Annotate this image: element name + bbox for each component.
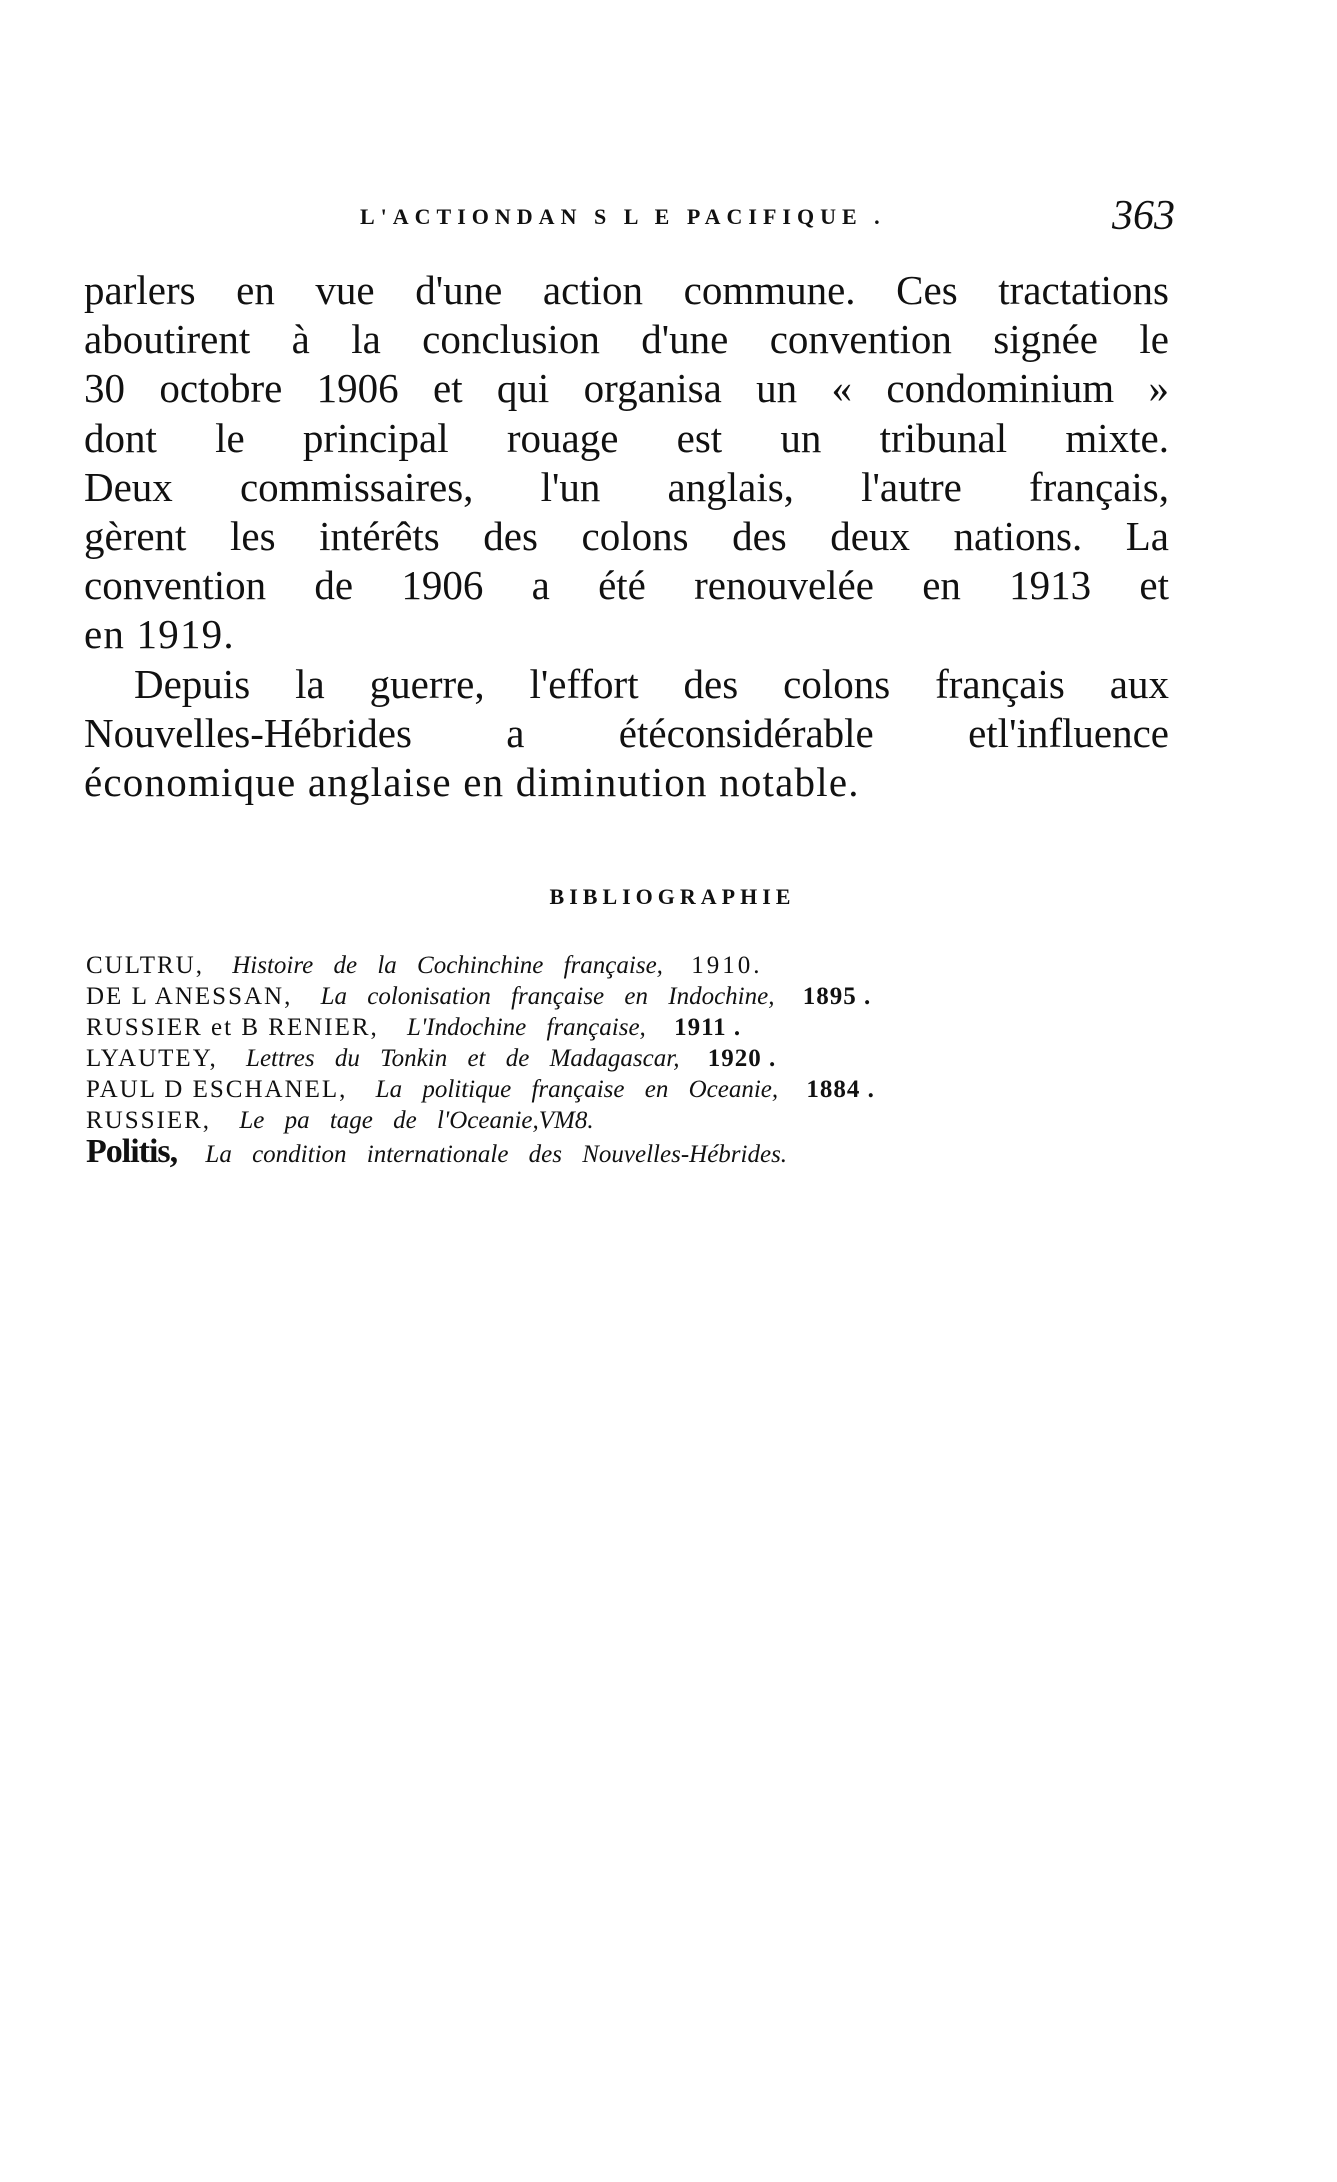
- bibliography-entry: [86, 1105, 1046, 1136]
- bibliography-entry: [86, 1074, 1046, 1105]
- bib-title: L'Indochine française,: [407, 1014, 646, 1041]
- bib-title: La politique française en Oceanie,: [375, 1076, 779, 1103]
- bibliography-entry: [86, 950, 1046, 981]
- bibliography-entry: [86, 981, 1046, 1012]
- bib-author: DE L ANESSAN,: [86, 983, 293, 1010]
- bib-author: RUSSIER,: [86, 1107, 212, 1134]
- body-line: aboutirent à la conclusion d'une convention signée le: [84, 316, 1169, 363]
- bib-title: Histoire de la Cochinchine française,: [232, 952, 663, 979]
- running-header: [0, 193, 1337, 240]
- bib-title: La colonisation française en Indochine,: [320, 983, 775, 1010]
- bib-year: 1895 .: [802, 983, 872, 1010]
- body-line: gèrent les intérêts des colons des deux nations. La: [84, 512, 1169, 559]
- bib-author: RUSSIER et B RENIER,: [86, 1014, 379, 1041]
- running-title: L'ACTIONDAN S L E PACIFIQUE .: [360, 204, 886, 229]
- body-line: convention de 1906 a été renouvelée en 1913 et: [84, 562, 1169, 609]
- body-line: Deux commissaires, l'un anglais, l'autre français,: [84, 463, 1169, 510]
- bibliography-entry: [86, 1043, 1046, 1074]
- body-line: économique anglaise en diminution notable.: [84, 758, 860, 805]
- bib-author: PAUL D ESCHANEL,: [86, 1076, 348, 1103]
- bib-year: 1884 .: [806, 1076, 875, 1103]
- bib-year: 1920 .: [707, 1045, 777, 1072]
- bibliography-entry: [86, 1012, 1046, 1043]
- bibliography-entry: [86, 1133, 1046, 1170]
- body-line: 30 octobre 1906 et qui organisa un « condominium »: [84, 365, 1169, 412]
- body-line: dont le principal rouage est un tribunal mixte.: [84, 414, 1169, 461]
- bib-title: Lettres du Tonkin et de Madagascar,: [246, 1045, 680, 1072]
- body-text: [84, 266, 1169, 807]
- bib-author: LYAUTEY,: [86, 1045, 218, 1072]
- bib-author: CULTRU,: [86, 952, 204, 979]
- bib-title: La condition internationale des Nouvelles-Hébrides.: [205, 1141, 788, 1168]
- bibliography-list: [86, 950, 1046, 1170]
- bib-year: 1910.: [691, 952, 763, 979]
- page-number: 363: [1112, 193, 1175, 239]
- bib-author: Politis,: [86, 1133, 178, 1170]
- bib-title: Le pa tage de l'Oceanie,VM8.: [239, 1107, 594, 1134]
- body-line: Nouvelles-Hébrides a étéconsidérable etl'influence: [84, 709, 1169, 756]
- body-line: en 1919.: [84, 611, 235, 658]
- bibliography-heading: BIBLIOGRAPHIE: [549, 884, 796, 909]
- body-line: parlers en vue d'une action commune. Ces tractations: [84, 267, 1169, 313]
- body-line: Depuis la guerre, l'effort des colons français aux: [134, 660, 1169, 707]
- bib-year: 1911 .: [674, 1014, 742, 1041]
